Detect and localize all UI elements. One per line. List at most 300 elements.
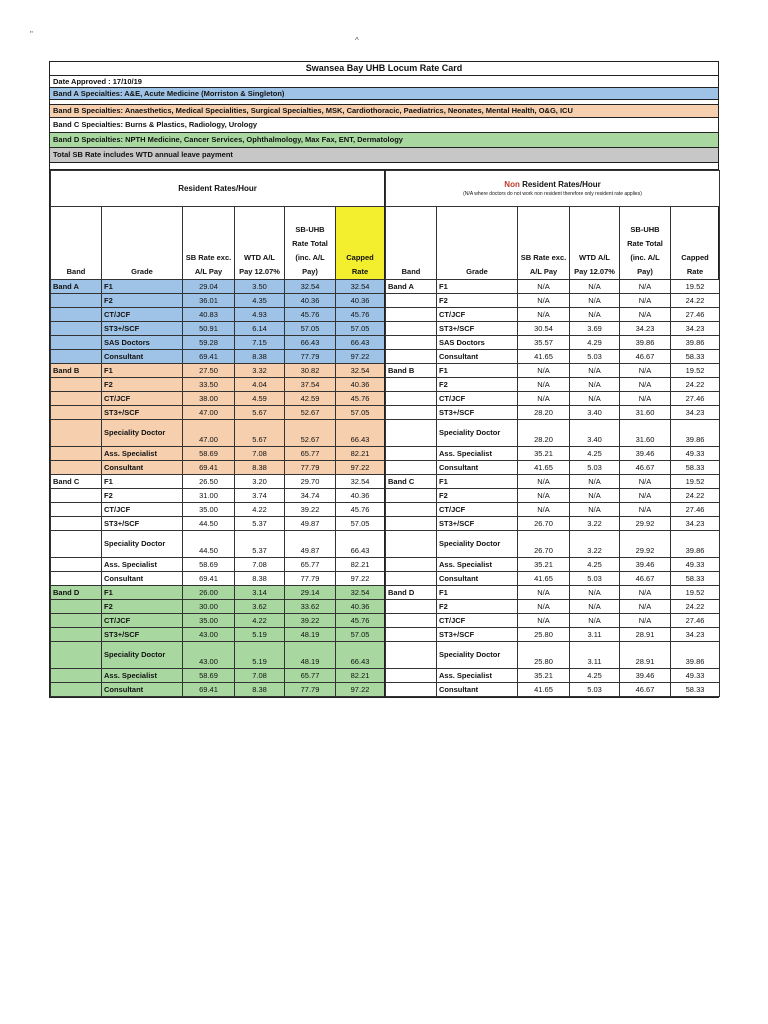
band-cell [386, 642, 437, 669]
capped-cell: 27.46 [671, 392, 720, 406]
wtd-cell: N/A [570, 364, 620, 378]
grade-cell: F1 [437, 586, 518, 600]
total-cell: 65.77 [285, 669, 336, 683]
column-header: SB Rate exc. A/L Pay [518, 207, 570, 280]
band-cell [51, 322, 102, 336]
band-cell [386, 669, 437, 683]
total-cell: 39.46 [620, 669, 671, 683]
total-cell: N/A [620, 586, 671, 600]
table-row [51, 475, 385, 489]
table-row [386, 531, 720, 558]
table-row [51, 517, 385, 531]
capped-cell: 24.22 [671, 489, 720, 503]
wtd-cell: 5.37 [235, 531, 285, 558]
total-cell: 65.77 [285, 447, 336, 461]
wtd-cell: 5.67 [235, 406, 285, 420]
capped-cell: 40.36 [336, 378, 385, 392]
sb-cell: 41.65 [518, 461, 570, 475]
grade-cell: ST3+/SCF [437, 322, 518, 336]
non-resident-section [384, 170, 719, 697]
sb-cell: 35.21 [518, 447, 570, 461]
wtd-cell: 5.03 [570, 572, 620, 586]
sb-cell: 28.20 [518, 406, 570, 420]
sb-cell: 69.41 [183, 350, 235, 364]
table-row [51, 558, 385, 572]
grade-cell: Speciality Doctor [437, 642, 518, 669]
capped-cell: 49.33 [671, 669, 720, 683]
capped-cell: 45.76 [336, 392, 385, 406]
capped-cell: 58.33 [671, 350, 720, 364]
band-cell [386, 683, 437, 697]
band-cell [386, 447, 437, 461]
scan-mark: " [30, 30, 33, 39]
table-row [51, 406, 385, 420]
total-cell: N/A [620, 489, 671, 503]
resident-table [50, 170, 385, 697]
wtd-cell: 8.38 [235, 350, 285, 364]
band-cell [51, 642, 102, 669]
sb-cell: 26.70 [518, 531, 570, 558]
capped-cell: 97.22 [336, 683, 385, 697]
sb-cell: 28.20 [518, 420, 570, 447]
capped-cell: 82.21 [336, 447, 385, 461]
total-cell: 48.19 [285, 642, 336, 669]
total-cell: 34.23 [620, 322, 671, 336]
column-header: SB-UHB Rate Total (inc. A/L Pay) [620, 207, 671, 280]
table-row [51, 392, 385, 406]
sb-cell: 25.80 [518, 642, 570, 669]
page-title: Swansea Bay UHB Locum Rate Card [50, 62, 718, 76]
capped-cell: 32.54 [336, 280, 385, 294]
sb-cell: 58.69 [183, 558, 235, 572]
table-row [51, 420, 385, 447]
table-row [386, 475, 720, 489]
wtd-cell: 7.15 [235, 336, 285, 350]
wtd-cell: 4.25 [570, 558, 620, 572]
table-row [386, 517, 720, 531]
sb-cell: 29.04 [183, 280, 235, 294]
table-row [386, 392, 720, 406]
total-cell: 57.05 [285, 322, 336, 336]
grade-cell: F1 [102, 475, 183, 489]
table-row [51, 461, 385, 475]
sb-cell: N/A [518, 308, 570, 322]
wtd-cell: 3.11 [570, 628, 620, 642]
grade-cell: CT/JCF [102, 308, 183, 322]
rate-tables [50, 169, 718, 697]
capped-cell: 40.36 [336, 294, 385, 308]
grade-cell: F2 [437, 294, 518, 308]
sb-cell: 69.41 [183, 461, 235, 475]
wtd-cell: 8.38 [235, 572, 285, 586]
table-row [386, 364, 720, 378]
total-cell: 29.14 [285, 586, 336, 600]
total-cell: N/A [620, 600, 671, 614]
sb-cell: 38.00 [183, 392, 235, 406]
total-cell: 29.92 [620, 517, 671, 531]
column-header: Capped Rate [336, 207, 385, 280]
band-cell [51, 531, 102, 558]
band-cell [386, 489, 437, 503]
band-cell: Band B [386, 364, 437, 378]
wtd-cell: 5.67 [235, 420, 285, 447]
sb-cell: N/A [518, 586, 570, 600]
grade-cell: Speciality Doctor [102, 420, 183, 447]
table-row [51, 628, 385, 642]
capped-cell: 19.52 [671, 586, 720, 600]
grade-cell: Ass. Specialist [437, 669, 518, 683]
sb-cell: 44.50 [183, 531, 235, 558]
grade-cell: Ass. Specialist [102, 558, 183, 572]
grade-cell: Ass. Specialist [102, 447, 183, 461]
total-cell: 28.91 [620, 642, 671, 669]
grade-cell: F1 [437, 475, 518, 489]
sb-cell: 27.50 [183, 364, 235, 378]
grade-cell: ST3+/SCF [437, 628, 518, 642]
band-cell: Band D [386, 586, 437, 600]
total-cell: N/A [620, 392, 671, 406]
wtd-cell: 5.03 [570, 350, 620, 364]
sb-cell: N/A [518, 294, 570, 308]
non-resident-table [385, 170, 720, 697]
band-cell [51, 406, 102, 420]
band-a-specialties: Band A Specialties: A&E, Acute Medicine (Morriston & Singleton) [50, 88, 718, 100]
sb-cell: N/A [518, 364, 570, 378]
wtd-cell: N/A [570, 503, 620, 517]
wtd-cell: 5.19 [235, 642, 285, 669]
wtd-cell: N/A [570, 308, 620, 322]
band-cell [51, 503, 102, 517]
total-cell: 77.79 [285, 461, 336, 475]
band-cell [51, 669, 102, 683]
sb-cell: 50.91 [183, 322, 235, 336]
sb-cell: N/A [518, 280, 570, 294]
wtd-cell: 4.25 [570, 669, 620, 683]
table-row [51, 600, 385, 614]
band-cell [386, 336, 437, 350]
total-cell: 52.67 [285, 420, 336, 447]
grade-cell: ST3+/SCF [437, 517, 518, 531]
sb-cell: 47.00 [183, 420, 235, 447]
band-cell [51, 392, 102, 406]
capped-cell: 49.33 [671, 558, 720, 572]
total-cell: 49.87 [285, 531, 336, 558]
band-cell: Band C [51, 475, 102, 489]
band-cell [386, 392, 437, 406]
sb-cell: 40.83 [183, 308, 235, 322]
column-header: Grade [437, 207, 518, 280]
total-cell: 46.67 [620, 683, 671, 697]
grade-cell: F2 [102, 378, 183, 392]
wtd-cell: 3.22 [570, 517, 620, 531]
total-cell: 28.91 [620, 628, 671, 642]
grade-cell: CT/JCF [102, 392, 183, 406]
sb-cell: N/A [518, 600, 570, 614]
table-row [386, 461, 720, 475]
grade-cell: F2 [102, 489, 183, 503]
total-cell: 31.60 [620, 406, 671, 420]
band-cell [386, 614, 437, 628]
grade-cell: CT/JCF [102, 503, 183, 517]
grade-cell: F1 [102, 280, 183, 294]
wtd-cell: N/A [570, 280, 620, 294]
rate-card [49, 61, 719, 698]
table-row [386, 503, 720, 517]
sb-cell: 43.00 [183, 642, 235, 669]
capped-cell: 24.22 [671, 294, 720, 308]
capped-cell: 66.43 [336, 420, 385, 447]
table-row [386, 489, 720, 503]
band-cell [51, 558, 102, 572]
wtd-cell: 3.74 [235, 489, 285, 503]
sb-cell: 41.65 [518, 572, 570, 586]
wtd-cell: 7.08 [235, 447, 285, 461]
column-header: SB-UHB Rate Total (inc. A/L Pay) [285, 207, 336, 280]
sb-cell: 25.80 [518, 628, 570, 642]
band-cell: Band C [386, 475, 437, 489]
grade-cell: Speciality Doctor [437, 531, 518, 558]
total-cell: N/A [620, 280, 671, 294]
band-cell [51, 350, 102, 364]
wtd-cell: 4.04 [235, 378, 285, 392]
sb-cell: 26.00 [183, 586, 235, 600]
wtd-cell: N/A [570, 586, 620, 600]
table-row [386, 614, 720, 628]
grade-cell: Consultant [102, 461, 183, 475]
capped-cell: 45.76 [336, 308, 385, 322]
band-c-specialties: Band C Specialties: Burns & Plastics, Radiology, Urology [50, 118, 718, 133]
capped-cell: 57.05 [336, 322, 385, 336]
capped-cell: 19.52 [671, 475, 720, 489]
scan-mark: ^ [355, 36, 359, 45]
total-cell: 40.36 [285, 294, 336, 308]
total-cell: 31.60 [620, 420, 671, 447]
sb-cell: N/A [518, 489, 570, 503]
non-prefix: Non [504, 180, 520, 189]
wtd-cell: N/A [570, 294, 620, 308]
wtd-cell: 5.37 [235, 517, 285, 531]
grade-cell: F1 [437, 364, 518, 378]
grade-cell: ST3+/SCF [102, 628, 183, 642]
capped-cell: 40.36 [336, 489, 385, 503]
total-cell: 45.76 [285, 308, 336, 322]
band-cell [386, 531, 437, 558]
grade-cell: F2 [102, 294, 183, 308]
capped-cell: 45.76 [336, 614, 385, 628]
band-cell [51, 683, 102, 697]
capped-cell: 27.46 [671, 308, 720, 322]
sb-cell: 35.21 [518, 558, 570, 572]
total-cell: N/A [620, 294, 671, 308]
band-cell [51, 572, 102, 586]
sb-cell: 58.69 [183, 669, 235, 683]
total-cell: 39.86 [620, 336, 671, 350]
sb-cell: 43.00 [183, 628, 235, 642]
capped-cell: 27.46 [671, 503, 720, 517]
total-cell: 77.79 [285, 683, 336, 697]
wtd-cell: 4.29 [570, 336, 620, 350]
grade-cell: F2 [437, 489, 518, 503]
table-row [51, 642, 385, 669]
band-cell: Band A [386, 280, 437, 294]
grade-cell: F2 [102, 600, 183, 614]
table-row [386, 350, 720, 364]
capped-cell: 58.33 [671, 683, 720, 697]
wtd-cell: 4.25 [570, 447, 620, 461]
column-header: Grade [102, 207, 183, 280]
total-cell: 39.46 [620, 447, 671, 461]
total-cell: N/A [620, 364, 671, 378]
total-cell: 48.19 [285, 628, 336, 642]
total-cell: 77.79 [285, 350, 336, 364]
sb-cell: 31.00 [183, 489, 235, 503]
wtd-cell: 5.03 [570, 683, 620, 697]
capped-cell: 66.43 [336, 642, 385, 669]
wtd-cell: 3.40 [570, 420, 620, 447]
sb-cell: 69.41 [183, 683, 235, 697]
total-note: Total SB Rate includes WTD annual leave payment [50, 148, 718, 163]
sb-cell: 47.00 [183, 406, 235, 420]
grade-cell: ST3+/SCF [437, 406, 518, 420]
band-cell [386, 308, 437, 322]
table-row [51, 586, 385, 600]
capped-cell: 97.22 [336, 572, 385, 586]
total-cell: 52.67 [285, 406, 336, 420]
wtd-cell: 7.08 [235, 558, 285, 572]
band-cell [386, 350, 437, 364]
capped-cell: 45.76 [336, 503, 385, 517]
band-cell [386, 294, 437, 308]
sb-cell: N/A [518, 392, 570, 406]
column-header: SB Rate exc. A/L Pay [183, 207, 235, 280]
grade-cell: F1 [102, 364, 183, 378]
wtd-cell: 4.93 [235, 308, 285, 322]
total-cell: N/A [620, 614, 671, 628]
wtd-cell: N/A [570, 378, 620, 392]
table-row [51, 378, 385, 392]
total-cell: 46.67 [620, 572, 671, 586]
capped-cell: 39.86 [671, 642, 720, 669]
total-cell: 33.62 [285, 600, 336, 614]
table-row [386, 586, 720, 600]
table-row [51, 364, 385, 378]
grade-cell: Consultant [102, 683, 183, 697]
grade-cell: Consultant [437, 572, 518, 586]
table-row [51, 683, 385, 697]
table-row [386, 683, 720, 697]
total-cell: 39.46 [620, 558, 671, 572]
table-row [51, 336, 385, 350]
grade-cell: Consultant [437, 683, 518, 697]
capped-cell: 82.21 [336, 669, 385, 683]
grade-cell: CT/JCF [437, 308, 518, 322]
total-cell: 37.54 [285, 378, 336, 392]
sb-cell: 35.00 [183, 503, 235, 517]
non-resident-note: (N/A where doctors do not work non resident therefore only resident rate applies) [463, 191, 642, 197]
sb-cell: 69.41 [183, 572, 235, 586]
total-cell: 29.92 [620, 531, 671, 558]
band-cell [386, 461, 437, 475]
band-cell [51, 336, 102, 350]
total-cell: N/A [620, 378, 671, 392]
table-row [51, 294, 385, 308]
table-row [51, 447, 385, 461]
table-row [51, 572, 385, 586]
band-cell: Band D [51, 586, 102, 600]
capped-cell: 34.23 [671, 517, 720, 531]
non-resident-heading-text: Resident Rates/Hour [519, 180, 601, 189]
grade-cell: Speciality Doctor [102, 531, 183, 558]
wtd-cell: 3.50 [235, 280, 285, 294]
table-row [386, 572, 720, 586]
grade-cell: ST3+/SCF [102, 517, 183, 531]
table-row [51, 669, 385, 683]
column-header: Capped Rate [671, 207, 720, 280]
total-cell: 30.82 [285, 364, 336, 378]
wtd-cell: 4.22 [235, 614, 285, 628]
wtd-cell: 3.40 [570, 406, 620, 420]
sb-cell: 30.54 [518, 322, 570, 336]
capped-cell: 40.36 [336, 600, 385, 614]
total-cell: 46.67 [620, 350, 671, 364]
table-row [386, 447, 720, 461]
capped-cell: 39.86 [671, 336, 720, 350]
sb-cell: 30.00 [183, 600, 235, 614]
band-cell [51, 420, 102, 447]
grade-cell: ST3+/SCF [102, 322, 183, 336]
grade-cell: CT/JCF [437, 392, 518, 406]
grade-cell: Speciality Doctor [437, 420, 518, 447]
total-cell: 39.22 [285, 614, 336, 628]
table-row [386, 280, 720, 294]
total-cell: 49.87 [285, 517, 336, 531]
capped-cell: 97.22 [336, 461, 385, 475]
capped-cell: 57.05 [336, 406, 385, 420]
total-cell: 32.54 [285, 280, 336, 294]
band-cell: Band B [51, 364, 102, 378]
wtd-cell: 3.32 [235, 364, 285, 378]
sb-cell: N/A [518, 614, 570, 628]
wtd-cell: 8.38 [235, 683, 285, 697]
column-header: WTD A/L Pay 12.07% [570, 207, 620, 280]
capped-cell: 32.54 [336, 364, 385, 378]
wtd-cell: 3.69 [570, 322, 620, 336]
grade-cell: ST3+/SCF [102, 406, 183, 420]
capped-cell: 24.22 [671, 378, 720, 392]
grade-cell: Ass. Specialist [102, 669, 183, 683]
sb-cell: 59.28 [183, 336, 235, 350]
sb-cell: 58.69 [183, 447, 235, 461]
capped-cell: 24.22 [671, 600, 720, 614]
capped-cell: 34.23 [671, 628, 720, 642]
sb-cell: N/A [518, 378, 570, 392]
capped-cell: 34.23 [671, 406, 720, 420]
total-cell: 66.43 [285, 336, 336, 350]
band-cell [51, 294, 102, 308]
total-cell: N/A [620, 503, 671, 517]
band-cell: Band A [51, 280, 102, 294]
capped-cell: 49.33 [671, 447, 720, 461]
sb-cell: 41.65 [518, 683, 570, 697]
grade-cell: F2 [437, 378, 518, 392]
wtd-cell: N/A [570, 489, 620, 503]
capped-cell: 58.33 [671, 461, 720, 475]
capped-cell: 97.22 [336, 350, 385, 364]
table-row [386, 558, 720, 572]
grade-cell: CT/JCF [437, 614, 518, 628]
table-row [51, 350, 385, 364]
wtd-cell: 3.11 [570, 642, 620, 669]
